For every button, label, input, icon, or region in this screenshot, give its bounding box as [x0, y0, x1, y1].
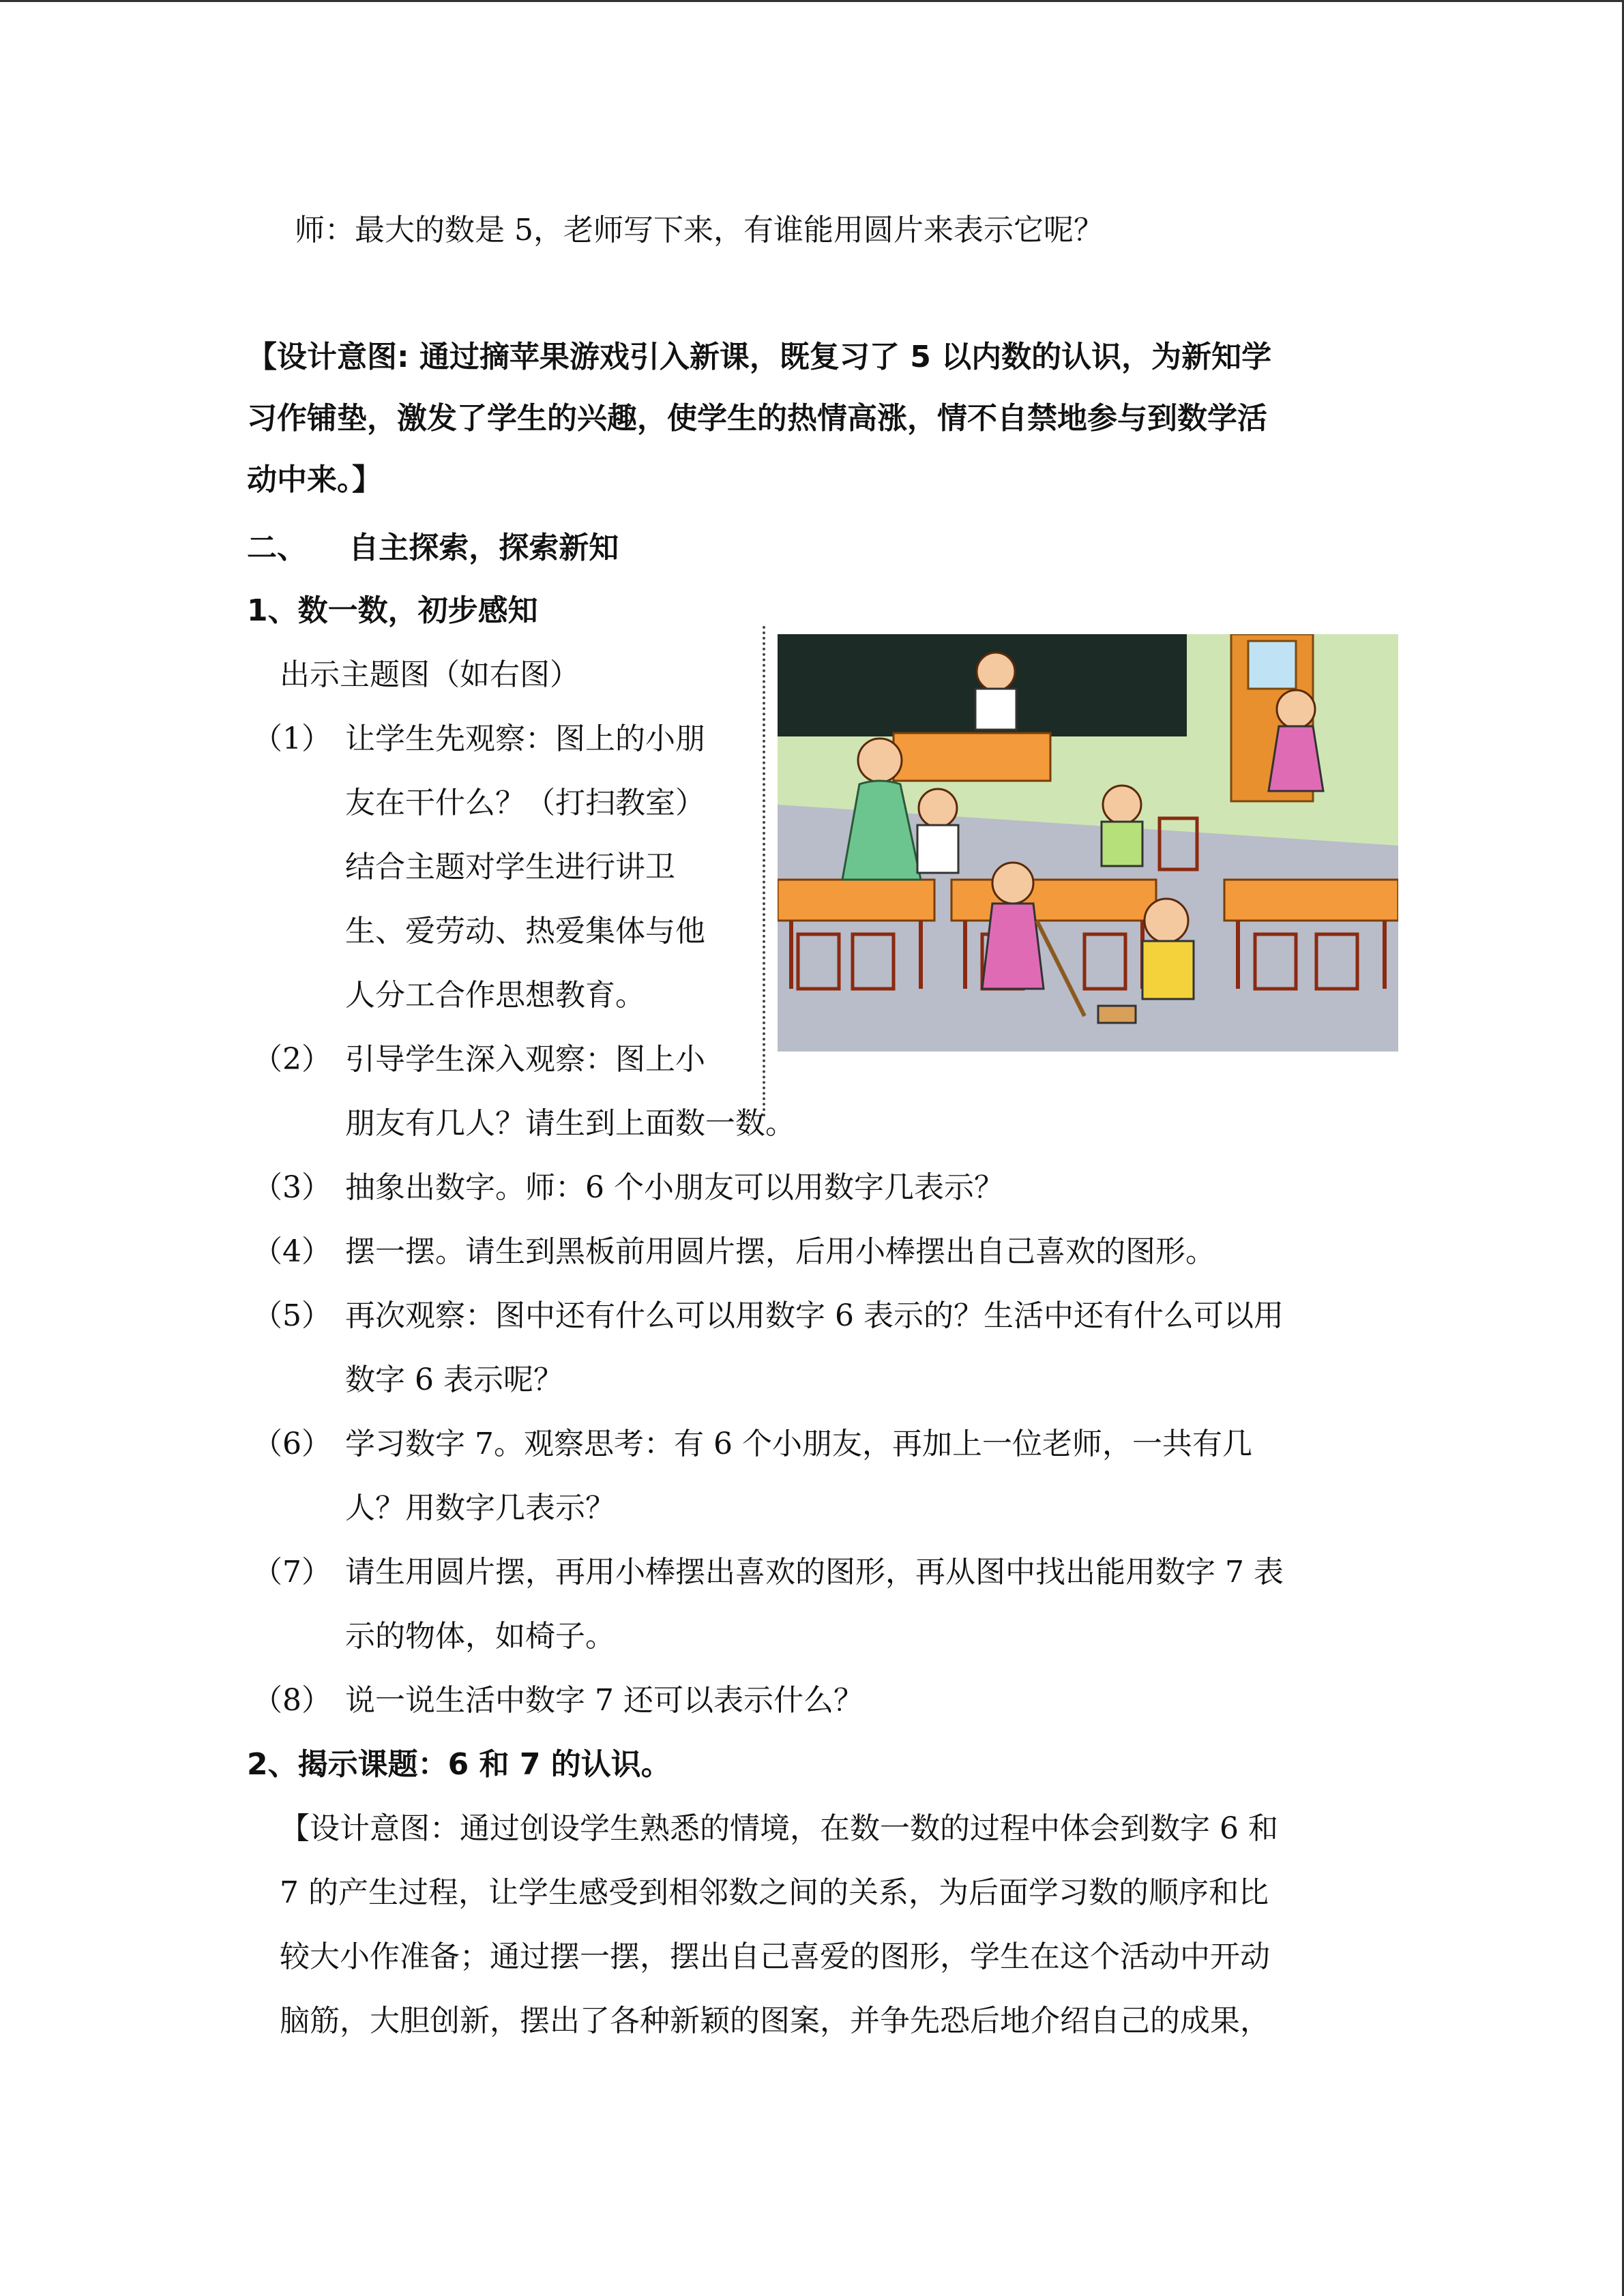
image-divider [763, 626, 765, 1117]
item-1-line-3: 结合主题对学生进行讲卫 [345, 850, 675, 884]
desk-middle [951, 880, 1156, 921]
design-intent-2-line-1: 【设计意图：通过创设学生熟悉的情境，在数一数的过程中体会到数字 6 和 [280, 1811, 1278, 1846]
page-top-border [0, 0, 1624, 2]
item-1-line-5: 人分工合作思想教育。 [345, 978, 645, 1013]
subsection-1-heading: 1、数一数，初步感知 [247, 593, 538, 628]
item-8-line-1: 说一说生活中数字 7 还可以表示什么？ [345, 1683, 863, 1718]
door-window [1248, 641, 1296, 689]
item-1-line-2: 友在干什么？（打扫教室） [345, 786, 705, 820]
desk-left [778, 880, 934, 921]
boy-sitting-right [1102, 786, 1142, 866]
item-7-line-1: 请生用圆片摆，再用小棒摆出喜欢的图形，再从图中找出能用数字 7 表 [345, 1555, 1284, 1590]
item-5-number: （5） [252, 1298, 331, 1333]
design-intent-2-line-2: 7 的产生过程，让学生感受到相邻数之间的关系，为后面学习数的顺序和比 [280, 1875, 1269, 1910]
item-3-number: （3） [252, 1170, 331, 1205]
item-5-line-1: 再次观察：图中还有什么可以用数字 6 表示的？生活中还有什么可以用 [345, 1298, 1284, 1333]
item-4-line-1: 摆一摆。请生到黑板前用圆片摆，后用小棒摆出自己喜欢的图形。 [345, 1234, 1215, 1269]
item-6-line-1: 学习数字 7。观察思考：有 6 个小朋友，再加上一位老师，一共有几 [345, 1427, 1252, 1461]
item-2-number: （2） [252, 1042, 331, 1077]
item-5-line-2: 数字 6 表示呢？ [345, 1362, 563, 1397]
item-1-line-1: 让学生先观察：图上的小朋 [345, 721, 705, 756]
item-8-number: （8） [252, 1683, 331, 1718]
design-intent-2-line-4: 脑筋，大胆创新，摆出了各种新颖的图案，并争先恐后地介绍自己的成果， [280, 2003, 1270, 2038]
item-3-line-1: 抽象出数字。师：6 个小朋友可以用数字几表示？ [345, 1170, 1004, 1205]
desk-right [1224, 880, 1398, 921]
item-1-number: （1） [252, 721, 331, 756]
boy-wiping-desk [917, 789, 958, 873]
item-4-number: （4） [252, 1234, 331, 1269]
item-6-number: （6） [252, 1427, 331, 1461]
section-2-heading: 二、 自主探索，探索新知 [247, 531, 619, 565]
design-intent-1-line-1: 【设计意图: 通过摘苹果游戏引入新课，既复习了 5 以内数的认识，为新知学 [247, 340, 1272, 374]
design-intent-1-line-3: 动中来。】 [247, 462, 382, 497]
design-intent-1-line-2: 习作铺垫，激发了学生的兴趣，使学生的热情高涨，情不自禁地参与到数学活 [247, 401, 1267, 436]
girl-at-door [1269, 690, 1323, 791]
item-2-line-1: 引导学生深入观察：图上小 [345, 1042, 705, 1077]
intro-line: 师：最大的数是 5，老师写下来，有谁能用圆片来表示它呢？ [295, 213, 1104, 248]
item-6-line-2: 人？用数字几表示？ [345, 1491, 615, 1525]
item-1-line-4: 生、爱劳动、热爱集体与他 [345, 914, 705, 949]
item-7-number: （7） [252, 1555, 331, 1590]
teacher-desk [894, 733, 1050, 781]
show-image-text: 出示主题图（如右图） [280, 657, 580, 692]
subsection-2-heading: 2、揭示课题：6 和 7 的认识。 [247, 1747, 671, 1782]
design-intent-2-line-3: 较大小作准备；通过摆一摆，摆出自己喜爱的图形，学生在这个活动中开动 [280, 1939, 1270, 1974]
item-7-line-2: 示的物体，如椅子。 [345, 1619, 615, 1654]
boy-at-blackboard [975, 653, 1016, 730]
item-2-line-2: 朋友有几人？请生到上面数一数。 [345, 1106, 795, 1141]
classroom-cleaning-illustration [778, 634, 1398, 1052]
